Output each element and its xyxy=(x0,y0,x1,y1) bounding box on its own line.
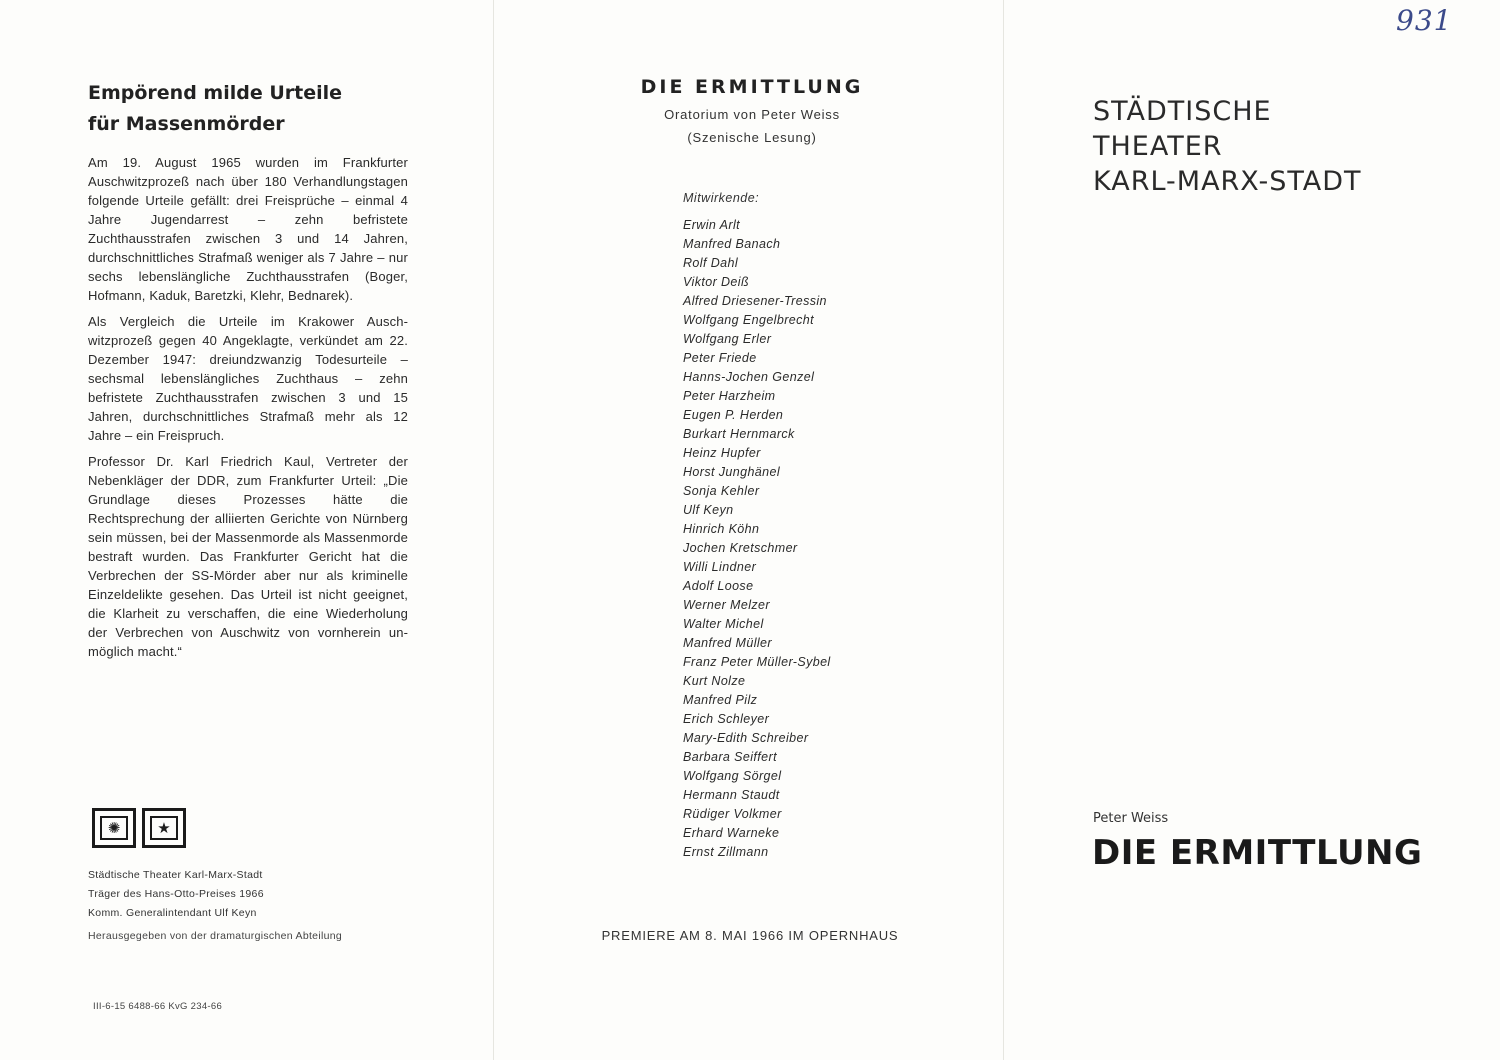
cast-member: Manfred Müller xyxy=(683,636,772,650)
program-subtitle-2: (Szenische Lesung) xyxy=(687,130,817,145)
cast-member: Wolfgang Sörgel xyxy=(683,769,782,783)
cast-member: Werner Melzer xyxy=(683,598,770,612)
cast-member: Viktor Deiß xyxy=(683,275,749,289)
fan-icon: ✺ xyxy=(100,816,128,840)
cast-member: Jochen Kretschmer xyxy=(683,541,798,555)
handwritten-number: 931 xyxy=(1396,4,1453,37)
cast-member: Sonja Kehler xyxy=(683,484,760,498)
cast-member: Hinrich Köhn xyxy=(683,522,760,536)
cast-member: Erich Schleyer xyxy=(683,712,770,726)
cast-member: Walter Michel xyxy=(683,617,764,631)
cast-member: Erwin Arlt xyxy=(683,218,741,232)
cast-list xyxy=(683,216,831,862)
imprint-line-2: Träger des Hans-Otto-Preises 1966 xyxy=(88,888,264,900)
theater-name-line-2: THEATER xyxy=(1093,131,1223,162)
cast-member: Eugen P. Herden xyxy=(683,408,784,422)
cast-member: Erhard Warneke xyxy=(683,826,780,840)
imprint xyxy=(88,866,264,923)
article-heading-line2: für Massenmörder xyxy=(88,113,285,135)
left-panel xyxy=(0,0,493,1060)
article-paragraph-3: Professor Dr. Karl Friedrich Kaul, Vertreter der Nebenkläger der DDR, zum Frankfurter Urteil: „Die Grundlage dieses Prozesses hätte die Rechtsprechung der alliierten Gerichte von Nürnberg sein müssen, bei der Massenmorde als Massenmorde bestraft wurden. Das Frankfurter Gericht hat die Verbrechen der SS-Mörder aber nur als kriminelle Einzeldelikte gesehen. Das Urteil ist nicht geeignet, die Klarheit zu verschaffen, die eine Wiederholung der Verbrechen von Auschwitz von vornherein unmöglich macht.“ xyxy=(88,454,408,659)
middle-panel xyxy=(493,0,1003,1060)
cast-member: Burkart Hernmarck xyxy=(683,427,795,441)
cast-member: Mary-Edith Schreiber xyxy=(683,731,809,745)
cast-member: Peter Friede xyxy=(683,351,757,365)
publisher-note: Herausgegeben von der dramaturgischen Abteilung xyxy=(88,930,343,942)
author-name: Peter Weiss xyxy=(1093,811,1169,826)
logo-right-box xyxy=(142,808,186,848)
cast-heading: Mitwirkende: xyxy=(683,191,760,205)
right-panel xyxy=(1003,0,1500,1060)
imprint-line-1: Städtische Theater Karl-Marx-Stadt xyxy=(88,869,263,881)
star-icon: ★ xyxy=(150,816,178,840)
article-paragraph-2: Als Vergleich die Urteile im Krakower Auschwitzprozeß gegen 40 Angeklagte, verkündet am 22. Dezember 1947: dreiundzwanzig Todesurteile – sechsmal lebenslängliches Zuchthaus – zehn befristete Zuchthausstrafen zwischen 3 und 15 Jahren, durchschnittliches Strafmaß mehr als 12 Jahre – ein Freispruch. xyxy=(88,314,408,443)
theater-name-line-1: STÄDTISCHE xyxy=(1093,96,1272,127)
cast-member: Alfred Driesener-Tressin xyxy=(683,294,827,308)
article-heading xyxy=(88,78,342,140)
print-code: III-6-15 6488-66 KvG 234-66 xyxy=(93,1001,223,1012)
cast-member: Ernst Zillmann xyxy=(683,845,769,859)
article-paragraph-1: Am 19. August 1965 wurden im Frankfurter Auschwitzprozeß nach über 180 Verhandlungstagen folgende Urteile gefällt: drei Freisprüche – einmal 4 Jahre Jugendarrest – zehn befristete Zuchthausstrafen zwischen 3 und 14 Jahren, durchschnittliches Strafmaß weniger als 7 Jahre – nur sechs lebenslängliche Zuchthausstrafen (Boger, Hofmann, Kaduk, Baretzki, Klehr, Bednarek). xyxy=(88,155,408,303)
cast-member: Horst Junghänel xyxy=(683,465,781,479)
cast-member: Willi Lindner xyxy=(683,560,757,574)
program-title: DIE ERMITTLUNG xyxy=(640,76,864,98)
cast-member: Kurt Nolze xyxy=(683,674,746,688)
play-title: DIE ERMITTLUNG xyxy=(1092,833,1423,873)
imprint-line-3: Komm. Generalintendant Ulf Keyn xyxy=(88,907,257,919)
cast-member: Hanns-Jochen Genzel xyxy=(683,370,815,384)
cast-member: Ulf Keyn xyxy=(683,503,734,517)
article-body xyxy=(88,153,408,668)
cast-member: Heinz Hupfer xyxy=(683,446,761,460)
cast-member: Peter Harzheim xyxy=(683,389,776,403)
cast-member: Wolfgang Engelbrecht xyxy=(683,313,814,327)
logo-left-box xyxy=(92,808,136,848)
premiere-line: PREMIERE AM 8. MAI 1966 IM OPERNHAUS xyxy=(601,928,899,943)
cast-member: Manfred Banach xyxy=(683,237,781,251)
cast-member: Manfred Pilz xyxy=(683,693,758,707)
cast-member: Hermann Staudt xyxy=(683,788,780,802)
theater-name xyxy=(1093,94,1361,199)
theater-name-line-3: KARL-MARX-STADT xyxy=(1093,166,1362,197)
cast-member: Barbara Seiffert xyxy=(683,750,777,764)
article-heading-line1: Empörend milde Urteile xyxy=(88,82,343,104)
cast-member: Rolf Dahl xyxy=(683,256,739,270)
program-subtitle: Oratorium von Peter Weiss xyxy=(664,107,840,122)
cast-member: Franz Peter Müller-Sybel xyxy=(683,655,831,669)
cast-member: Rüdiger Volkmer xyxy=(683,807,782,821)
cast-member: Wolfgang Erler xyxy=(683,332,772,346)
cast-member: Adolf Loose xyxy=(683,579,754,593)
theater-logo xyxy=(92,808,186,848)
